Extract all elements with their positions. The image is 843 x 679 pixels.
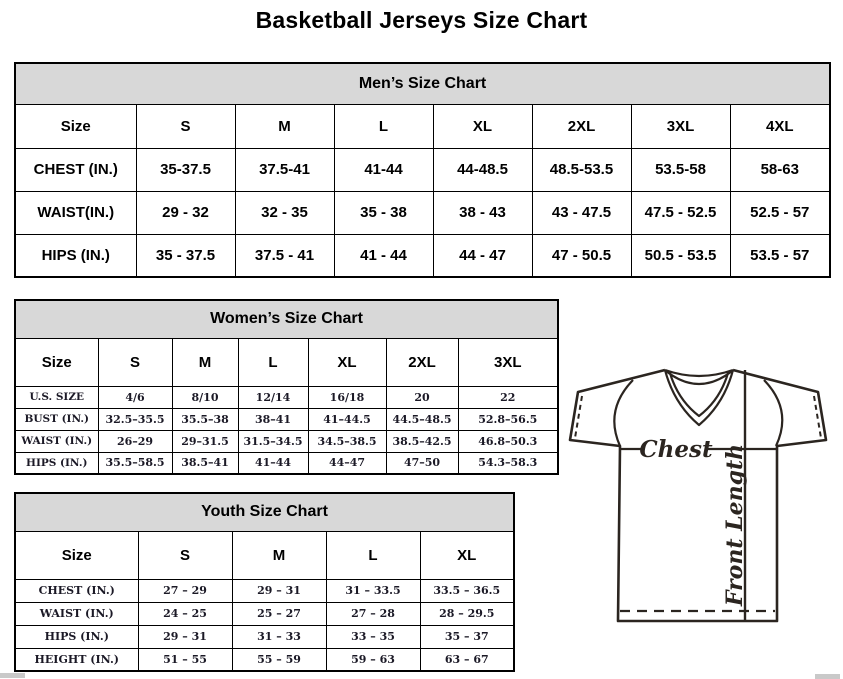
column-header: 2XL <box>532 104 631 148</box>
size-cell: 31.5–34.5 <box>238 430 308 452</box>
column-header: S <box>98 338 172 386</box>
size-cell: 25 – 27 <box>232 602 326 625</box>
size-cell: 52.5 - 57 <box>730 191 830 234</box>
table-row <box>15 579 514 602</box>
scrollbar-fragment-right[interactable] <box>815 674 840 679</box>
size-cell: 29–31.5 <box>172 430 238 452</box>
table-row <box>15 452 558 474</box>
size-cell: 35 - 37.5 <box>136 234 235 277</box>
row-label: CHEST (IN.) <box>15 148 136 191</box>
row-label: HIPS (IN.) <box>15 452 98 474</box>
size-cell: 55 – 59 <box>232 648 326 671</box>
table-row <box>15 625 514 648</box>
size-cell: 24 – 25 <box>138 602 232 625</box>
table-title: Women’s Size Chart <box>15 300 558 338</box>
table-row <box>15 191 830 234</box>
table-title: Youth Size Chart <box>15 493 514 531</box>
size-cell: 53.5-58 <box>631 148 730 191</box>
size-cell: 38.5–42.5 <box>386 430 458 452</box>
size-cell: 34.5–38.5 <box>308 430 386 452</box>
front-length-label: Front Length <box>722 443 748 607</box>
size-cell: 35 - 38 <box>334 191 433 234</box>
size-cell: 27 – 28 <box>326 602 420 625</box>
size-cell: 31 – 33.5 <box>326 579 420 602</box>
size-cell: 29 – 31 <box>138 625 232 648</box>
row-label: U.S. SIZE <box>15 386 98 408</box>
column-header: S <box>138 531 232 579</box>
size-cell: 33.5 – 36.5 <box>420 579 514 602</box>
size-cell: 44–47 <box>308 452 386 474</box>
column-header: L <box>334 104 433 148</box>
size-cell: 27 – 29 <box>138 579 232 602</box>
size-cell: 26–29 <box>98 430 172 452</box>
size-cell: 38 - 43 <box>433 191 532 234</box>
column-header: 4XL <box>730 104 830 148</box>
size-cell: 20 <box>386 386 458 408</box>
size-cell: 8/10 <box>172 386 238 408</box>
youth-size-table <box>14 492 515 672</box>
size-cell: 52.8–56.5 <box>458 408 558 430</box>
table-row <box>15 386 558 408</box>
size-cell: 47 - 50.5 <box>532 234 631 277</box>
jersey-outline <box>570 370 826 621</box>
column-header: S <box>136 104 235 148</box>
womens-size-table <box>14 299 559 475</box>
size-cell: 59 – 63 <box>326 648 420 671</box>
size-cell: 41-44 <box>334 148 433 191</box>
column-header: M <box>232 531 326 579</box>
row-label: HIPS (IN.) <box>15 625 138 648</box>
column-header: XL <box>420 531 514 579</box>
page-title: Basketball Jerseys Size Chart <box>255 7 588 33</box>
size-cell: 41 - 44 <box>334 234 433 277</box>
column-header: 3XL <box>631 104 730 148</box>
size-cell: 4/6 <box>98 386 172 408</box>
jersey-measurement-diagram <box>556 362 843 628</box>
size-cell: 35-37.5 <box>136 148 235 191</box>
table-row <box>15 602 514 625</box>
size-cell: 29 - 32 <box>136 191 235 234</box>
column-header: Size <box>15 531 138 579</box>
column-header: L <box>238 338 308 386</box>
size-cell: 58-63 <box>730 148 830 191</box>
size-cell: 54.3–58.3 <box>458 452 558 474</box>
size-cell: 43 - 47.5 <box>532 191 631 234</box>
sleeve-cuff-dashed-lines <box>575 396 821 438</box>
size-cell: 38.5–41 <box>172 452 238 474</box>
size-cell: 41–44 <box>238 452 308 474</box>
table-row <box>15 234 830 277</box>
size-cell: 32 - 35 <box>235 191 334 234</box>
size-cell: 46.8–50.3 <box>458 430 558 452</box>
table-row <box>15 430 558 452</box>
size-cell: 22 <box>458 386 558 408</box>
size-cell: 28 – 29.5 <box>420 602 514 625</box>
mens-size-table <box>14 62 831 278</box>
chest-label: Chest <box>639 436 713 463</box>
size-cell: 50.5 - 53.5 <box>631 234 730 277</box>
size-cell: 47.5 - 52.5 <box>631 191 730 234</box>
table-row <box>15 408 558 430</box>
row-label: CHEST (IN.) <box>15 579 138 602</box>
size-cell: 16/18 <box>308 386 386 408</box>
size-cell: 51 – 55 <box>138 648 232 671</box>
column-header: M <box>172 338 238 386</box>
row-label: HEIGHT (IN.) <box>15 648 138 671</box>
column-header: 2XL <box>386 338 458 386</box>
column-header: Size <box>15 338 98 386</box>
column-header: 3XL <box>458 338 558 386</box>
table-title: Men’s Size Chart <box>15 63 830 104</box>
size-cell: 37.5 - 41 <box>235 234 334 277</box>
size-cell: 12/14 <box>238 386 308 408</box>
row-label: WAIST (IN.) <box>15 430 98 452</box>
row-label: WAIST(IN.) <box>15 191 136 234</box>
size-cell: 32.5–35.5 <box>98 408 172 430</box>
size-cell: 44 - 47 <box>433 234 532 277</box>
jersey-collar <box>665 370 733 425</box>
size-cell: 31 – 33 <box>232 625 326 648</box>
column-header: L <box>326 531 420 579</box>
size-cell: 35 – 37 <box>420 625 514 648</box>
size-cell: 48.5-53.5 <box>532 148 631 191</box>
size-cell: 44-48.5 <box>433 148 532 191</box>
size-cell: 37.5-41 <box>235 148 334 191</box>
size-cell: 35.5–38 <box>172 408 238 430</box>
size-cell: 53.5 - 57 <box>730 234 830 277</box>
size-cell: 63 – 67 <box>420 648 514 671</box>
size-cell: 33 – 35 <box>326 625 420 648</box>
size-cell: 35.5–58.5 <box>98 452 172 474</box>
size-cell: 29 – 31 <box>232 579 326 602</box>
column-header: M <box>235 104 334 148</box>
size-cell: 41–44.5 <box>308 408 386 430</box>
column-header: XL <box>308 338 386 386</box>
row-label: BUST (IN.) <box>15 408 98 430</box>
size-cell: 47–50 <box>386 452 458 474</box>
row-label: WAIST (IN.) <box>15 602 138 625</box>
table-row <box>15 648 514 671</box>
size-cell: 38–41 <box>238 408 308 430</box>
size-cell: 44.5–48.5 <box>386 408 458 430</box>
table-row <box>15 148 830 191</box>
scrollbar-fragment-left[interactable] <box>0 673 25 678</box>
column-header: XL <box>433 104 532 148</box>
column-header: Size <box>15 104 136 148</box>
row-label: HIPS (IN.) <box>15 234 136 277</box>
